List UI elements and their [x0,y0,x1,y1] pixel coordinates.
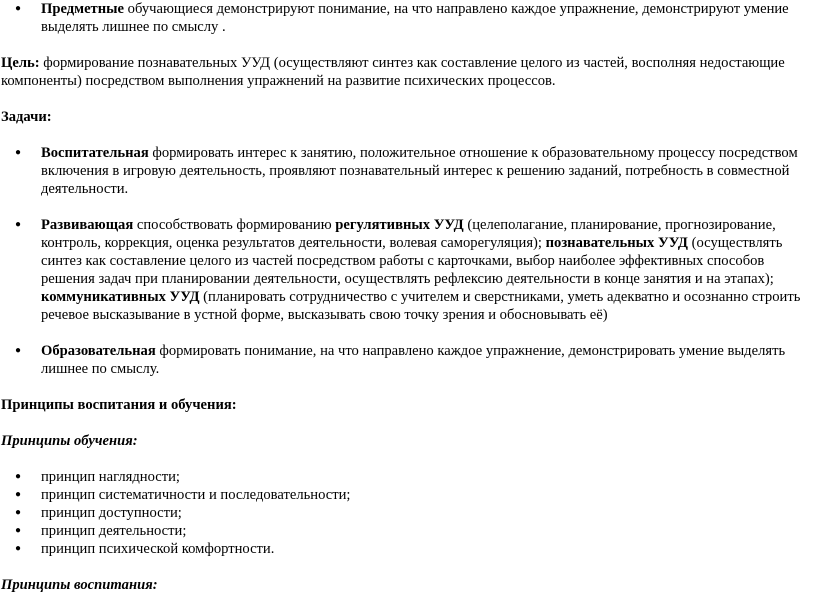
task-developing-text-3: (осуществлять синтез как составление целого из частей посредством работы с карточками, выбор наиболее эффективных способов решения задач при планировании деятельности, осуществлять рефлексию деятельности в конце занятия и на этапах); [41,235,783,287]
goal-text: формирование познавательных УУД (осуществляют синтез как составление целого из частей, восполняя недостающие компоненты) посредством выполнения упражнений на развитие психических процессов. [1,55,785,89]
task-upbringing-item [0,144,816,198]
list-item-text: принцип психической комфортности. [41,541,275,557]
cognitive-uud-label: познавательных УУД [545,235,688,251]
subject-results-text: обучающиеся демонстрируют понимание, на что направлено каждое упражнение, демонстрируют умение выделять лишнее по смыслу . [41,1,789,35]
goal-label: Цель: [1,55,40,71]
task-developing-item [0,216,816,324]
upbringing-principles-heading-text: Принципы воспитания: [1,577,158,593]
list-item [0,540,816,558]
bullet-icon: ● [15,3,22,14]
bullet-icon: ● [15,147,22,158]
bullet-icon: ● [15,345,22,356]
bullet-icon: ● [15,489,22,500]
task-educational-text: формировать понимание, на что направлено каждое упражнение, демонстрировать умение выделять лишнее по смыслу. [41,343,786,377]
learning-principles-heading-text: Принципы обучения: [1,433,138,449]
bullet-icon: ● [15,471,22,482]
task-upbringing-label: Воспитательная [41,145,149,161]
list-item [0,468,816,486]
list-item [0,486,816,504]
task-educational-item [0,342,816,378]
tasks-heading [0,108,816,126]
principles-heading [0,396,816,414]
list-item-text: принцип наглядности; [41,469,180,485]
regulatory-uud-label: регулятивных УУД [335,217,464,233]
task-developing-text-2: (целеполагание, планирование, прогнозирование, контроль, коррекция, оценка результатов деятельности, волевая саморегуляция); [41,217,776,251]
list-item-text: принцип деятельности; [41,523,187,539]
subject-results-item [0,0,816,36]
bullet-icon: ● [15,219,22,230]
list-item-text: принцип систематичности и последовательности; [41,487,351,503]
communicative-uud-label: коммуникативных УУД [41,289,200,305]
tasks-heading-text: Задачи: [1,109,52,125]
bullet-icon: ● [15,525,22,536]
principles-heading-text: Принципы воспитания и обучения: [1,397,237,413]
list-item [0,522,816,540]
task-upbringing-text: формировать интерес к занятию, положительное отношение к образовательному процессу посредством включения в игровую деятельность, проявляют познавательный интерес к решению заданий, потребность в совместной деятельности. [41,145,798,197]
goal-paragraph [0,54,816,90]
task-developing-label: Развивающая [41,217,134,233]
learning-principles-list [0,468,816,558]
list-item-text: принцип доступности; [41,505,182,521]
bullet-icon: ● [15,543,22,554]
task-developing-text-4: (планировать сотрудничество с учителем и сверстниками, уметь адекватно и осознанно строить речевое высказывание в устной форме, высказывать свою точку зрения и обосновывать её) [41,289,801,323]
learning-principles-heading [0,432,816,450]
task-educational-label: Образовательная [41,343,156,359]
subject-results-label: Предметные [41,1,125,17]
upbringing-principles-heading [0,576,816,594]
list-item [0,504,816,522]
bullet-icon: ● [15,507,22,518]
task-developing-text-1: способствовать формированию [133,217,336,233]
